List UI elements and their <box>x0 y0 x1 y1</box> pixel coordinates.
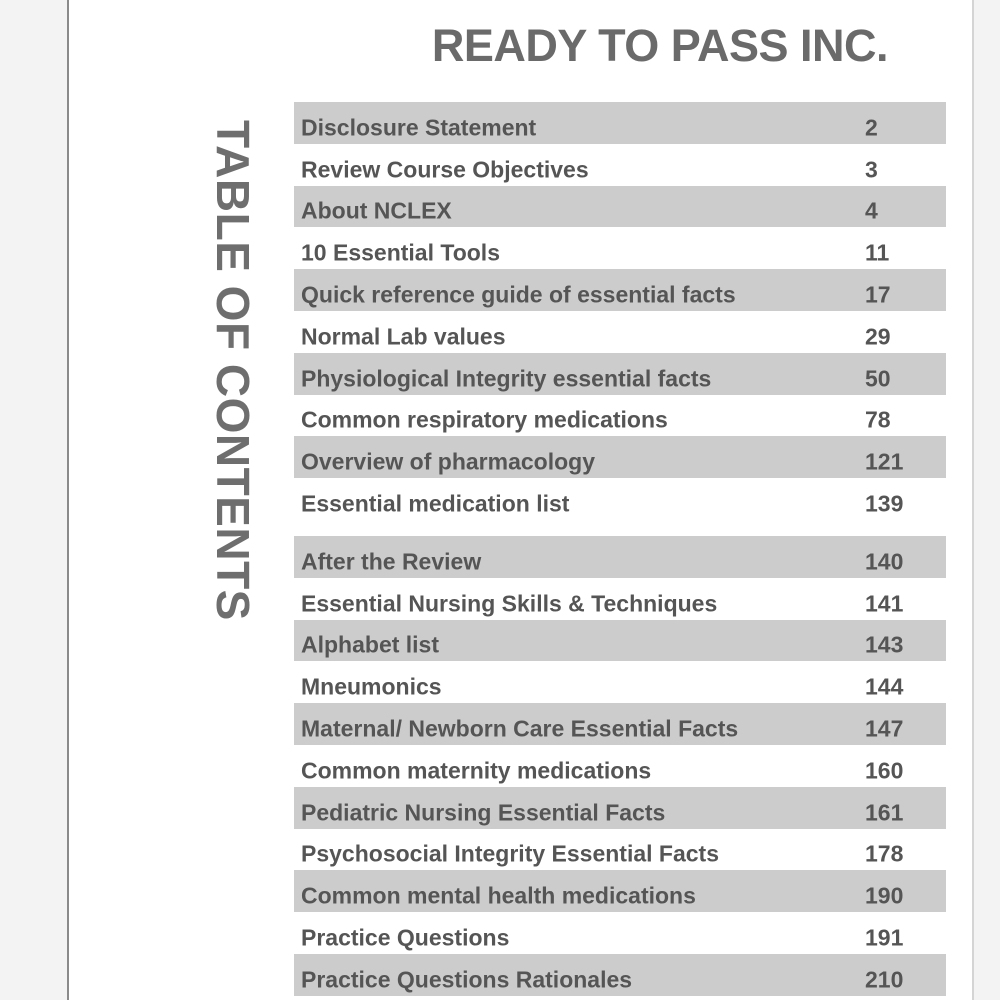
toc-entry-page: 11 <box>865 239 890 266</box>
toc-entry-page: 178 <box>865 840 904 867</box>
toc-entry-page: 2 <box>865 114 878 141</box>
toc-entry-page: 190 <box>865 882 904 909</box>
toc-row <box>294 186 946 228</box>
toc-table <box>294 102 946 996</box>
toc-entry-page: 160 <box>865 757 904 784</box>
toc-entry-page: 50 <box>865 365 891 392</box>
toc-entry-title: Quick reference guide of essential facts <box>301 281 736 308</box>
toc-entry-page: 210 <box>865 966 904 993</box>
toc-row <box>294 269 946 311</box>
toc-entry-page: 78 <box>865 406 891 433</box>
toc-entry-title: Common maternity medications <box>301 757 652 784</box>
toc-entry-page: 144 <box>865 673 904 700</box>
toc-entry-title: Disclosure Statement <box>301 114 537 141</box>
company-title: READY TO PASS INC. <box>431 20 888 71</box>
toc-row <box>294 227 946 269</box>
toc-entry-title: About NCLEX <box>301 197 452 224</box>
toc-entry-title: Overview of pharmacology <box>301 448 595 475</box>
toc-entry-title: Practice Questions Rationales <box>301 966 633 993</box>
toc-entry-title: After the Review <box>301 548 482 575</box>
toc-row <box>294 144 946 186</box>
toc-entry-title: Common respiratory medications <box>301 406 668 433</box>
toc-row <box>294 311 946 353</box>
toc-entry-page: 191 <box>865 924 904 951</box>
toc-entry-title: Essential medication list <box>301 490 570 517</box>
table-of-contents-heading: TABLE OF CONTENTS <box>207 120 259 621</box>
toc-entry-page: 161 <box>865 799 904 826</box>
document-page <box>67 0 974 1000</box>
toc-row <box>294 353 946 395</box>
toc-entry-page: 29 <box>865 323 891 350</box>
toc-row <box>294 436 946 478</box>
toc-entry-page: 140 <box>865 548 904 575</box>
toc-entry-title: Mneumonics <box>301 673 442 700</box>
toc-row <box>294 478 946 520</box>
toc-entry-title: Maternal/ Newborn Care Essential Facts <box>301 715 739 742</box>
toc-entry-page: 143 <box>865 631 904 658</box>
toc-row <box>294 703 946 745</box>
toc-entry-title: Pediatric Nursing Essential Facts <box>301 799 666 826</box>
toc-entry-title: Common mental health medications <box>301 882 696 909</box>
toc-row <box>294 787 946 829</box>
toc-entry-page: 3 <box>865 156 878 183</box>
toc-row <box>294 870 946 912</box>
toc-entry-title: Physiological Integrity essential facts <box>301 365 712 392</box>
toc-row <box>294 954 946 996</box>
toc-row <box>294 102 946 144</box>
toc-entry-page: 121 <box>865 448 904 475</box>
toc-row <box>294 395 946 437</box>
toc-entry-title: Alphabet list <box>301 631 440 658</box>
toc-row <box>294 661 946 703</box>
toc-entry-page: 139 <box>865 490 904 517</box>
toc-entry-page: 141 <box>865 590 904 617</box>
toc-entry-title: Normal Lab values <box>301 323 506 350</box>
toc-group-1 <box>294 102 946 520</box>
toc-entry-title: Review Course Objectives <box>301 156 589 183</box>
toc-row <box>294 745 946 787</box>
toc-entry-title: Practice Questions <box>301 924 510 951</box>
toc-row <box>294 536 946 578</box>
toc-row <box>294 829 946 871</box>
toc-group-2 <box>294 536 946 996</box>
toc-row <box>294 620 946 662</box>
toc-entry-title: Psychosocial Integrity Essential Facts <box>301 840 719 867</box>
toc-entry-title: Essential Nursing Skills & Techniques <box>301 590 718 617</box>
toc-entry-title: 10 Essential Tools <box>301 239 500 266</box>
toc-row <box>294 578 946 620</box>
toc-row <box>294 912 946 954</box>
toc-entry-page: 17 <box>865 281 891 308</box>
toc-entry-page: 4 <box>865 197 878 224</box>
toc-entry-page: 147 <box>865 715 904 742</box>
